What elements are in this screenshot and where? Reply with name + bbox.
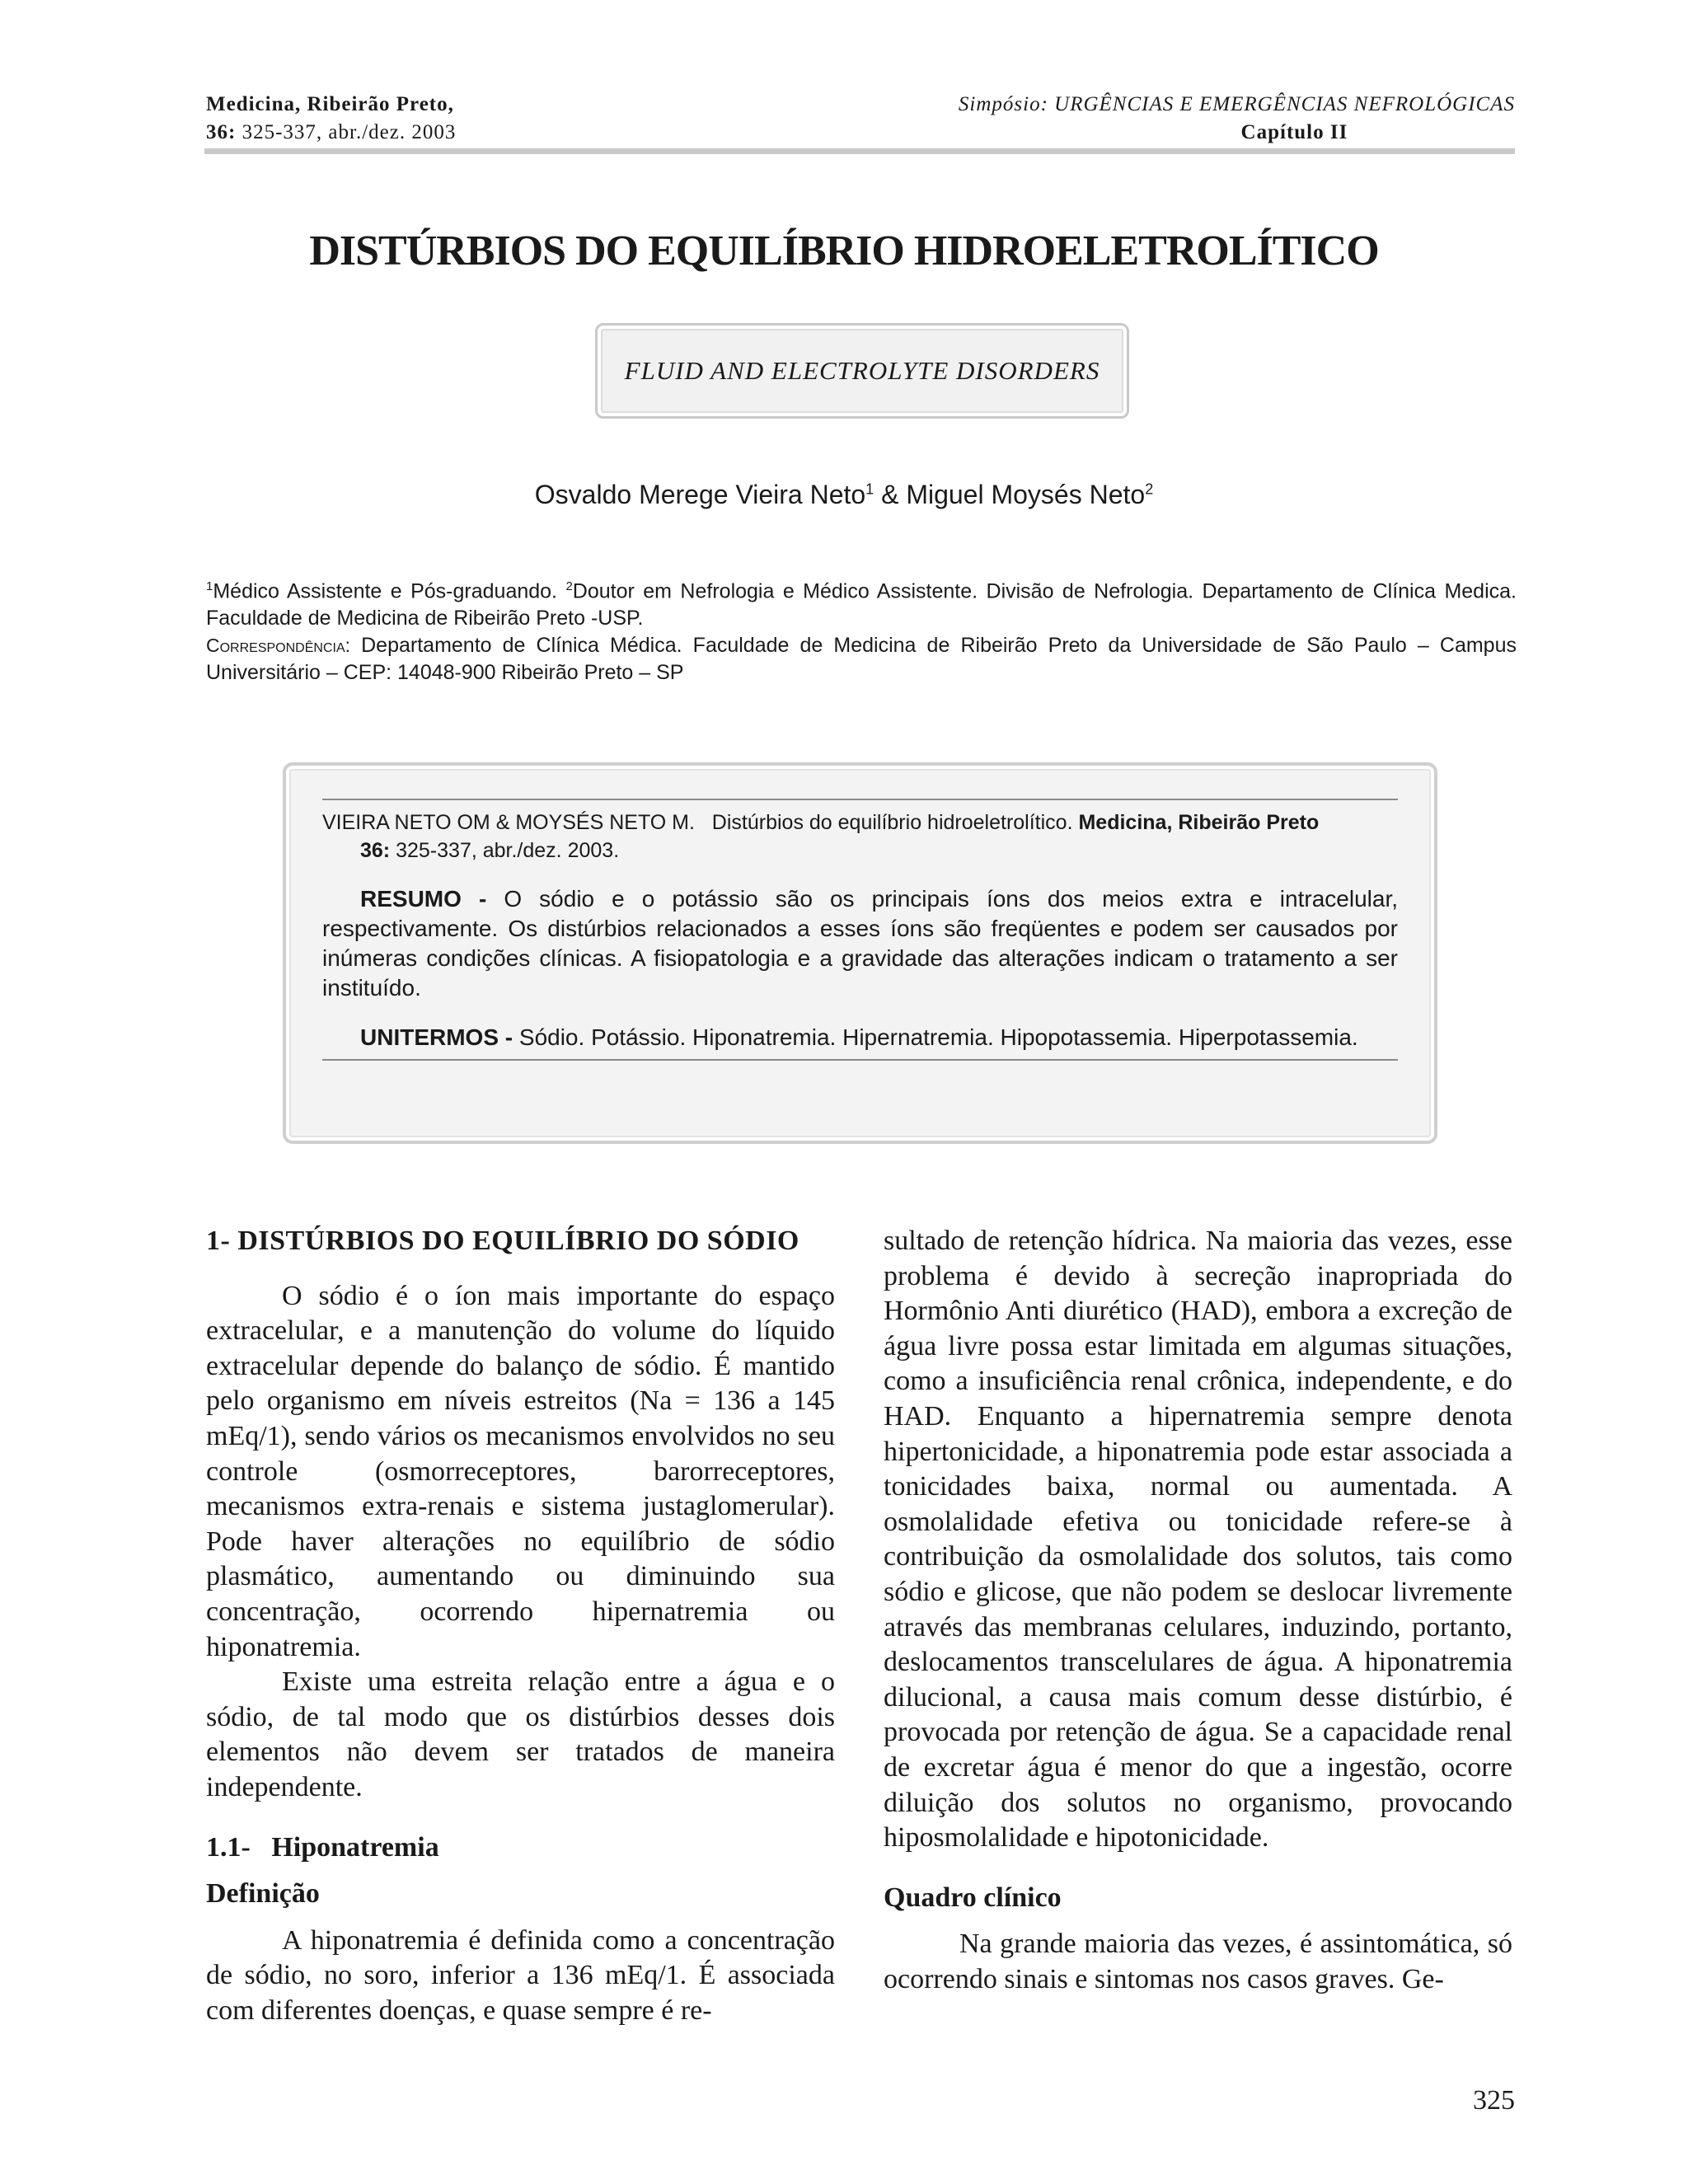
journal-volume: 36:	[206, 121, 237, 143]
resumo-text: O sódio e o potássio são os principais íons dos meios extra e intracelular, respectivamente. Os distúrbios relacionados a esses íons são freqüentes e podem ser causados por inúmeras condições clínicas. A fisiopatologia e a gravidade das alterações indicam o tratamento a ser instituído.	[322, 886, 1398, 1001]
english-title: FLUID AND ELECTROLYTE DISORDERS	[624, 356, 1100, 385]
affiliation-2-marker: 2	[565, 579, 573, 593]
author-ampersand: &	[881, 480, 899, 509]
resumo-label: RESUMO -	[360, 886, 487, 912]
right-column	[884, 1224, 1512, 1997]
author-1: Osvaldo Merege Vieira Neto	[534, 480, 866, 509]
author-2: Miguel Moysés Neto	[906, 480, 1146, 509]
running-header-right	[959, 91, 1515, 147]
unitermos-label: UNITERMOS -	[360, 1024, 513, 1050]
symposium-label: Simpósio:	[958, 93, 1048, 115]
affiliation-2: Doutor em Nefrologia e Médico Assistente. Divisão de Nefrologia. Departamento de Clínica Medica. Faculdade de Medicina de Ribeirão Preto -USP.	[206, 579, 1517, 630]
citation-title: Distúrbios do equilíbrio hidroeletrolítico.	[711, 811, 1073, 834]
article-title: DISTÚRBIOS DO EQUILÍBRIO HIDROELETROLÍTICO	[309, 227, 1379, 274]
abstract-box	[283, 762, 1437, 1144]
body-paragraph: O sódio é o íon mais importante do espaço extracelular, e a manutenção do volume do líquido extracelular depende do balanço de sódio. É mantido pelo organismo em níveis estreitos (Na = 136 a 145 mEq/1), sendo vários os mecanismos envolvidos no seu controle (osmorreceptores, barorreceptores, mecanismos extra-renais e sistema justaglomerular). Pode haver alterações no equilíbrio de sódio plasmático, aumentando ou diminuindo sua concentração, ocorrendo hipernatremia ou hiponatremia.	[206, 1280, 835, 1662]
citation-pages: 325-337, abr./dez. 2003.	[396, 839, 620, 862]
abstract-paragraph	[322, 884, 1398, 1003]
citation-volume: 36:	[360, 839, 391, 862]
section-heading: 1- DISTÚRBIOS DO EQUILÍBRIO DO SÓDIO	[206, 1226, 799, 1256]
page-number: 325	[1473, 2085, 1515, 2116]
affiliation-1: Médico Assistente e Pós-graduando.	[213, 579, 558, 603]
clinical-heading: Quadro clínico	[884, 1882, 1062, 1913]
keywords-paragraph	[322, 1023, 1398, 1052]
body-paragraph: A hiponatremia é definida como a concentração de sódio, no soro, inferior a 136 mEq/1. É associada com diferentes doenças, e quase sempre é re-	[206, 1924, 835, 2026]
author-1-marker: 1	[865, 480, 874, 498]
body-paragraph: Existe uma estreita relação entre a água e o sódio, de tal modo que os distúrbios desses dois elementos não devem ser tratados de maneira independente.	[206, 1666, 835, 1802]
correspondence-text: Departamento de Clínica Médica. Faculdade de Medicina de Ribeirão Preto da Universidade de São Paulo – Campus Universitário – CEP: 14048-900 Ribeirão Preto – SP	[206, 634, 1517, 685]
author-2-marker: 2	[1145, 480, 1154, 498]
affiliations	[206, 573, 1517, 687]
unitermos-text: Sódio. Potássio. Hiponatremia. Hipernatremia. Hipopotassemia. Hiperpotassemia.	[518, 1024, 1358, 1050]
abstract-bottom-rule	[322, 1059, 1398, 1061]
journal-name: Medicina, Ribeirão Preto,	[206, 93, 454, 115]
english-title-box	[595, 323, 1129, 419]
affiliation-1-marker: 1	[206, 579, 213, 593]
citation-authors: VIEIRA NETO OM & MOYSÉS NETO M.	[322, 811, 695, 834]
correspondence-label: Correspondência:	[206, 635, 351, 657]
abstract-top-rule	[322, 799, 1398, 800]
journal-pages-date: 325-337, abr./dez. 2003	[241, 121, 457, 143]
citation	[322, 808, 1398, 865]
correspondence	[206, 632, 1517, 687]
running-header-left	[206, 91, 456, 147]
left-column	[206, 1224, 835, 2028]
body-paragraph: Na grande maioria das vezes, é assintomática, só ocorrendo sinais e sintomas nos casos graves. Ge-	[884, 1929, 1512, 1994]
symposium-title: URGÊNCIAS E EMERGÊNCIAS NEFROLÓGICAS	[1054, 93, 1515, 115]
chapter-label: Capítulo II	[1240, 121, 1348, 143]
subsection-heading: 1.1- Hiponatremia	[206, 1831, 439, 1863]
author-line	[0, 480, 1688, 510]
header-rule	[204, 148, 1515, 154]
citation-journal: Medicina, Ribeirão Preto	[1078, 811, 1320, 834]
body-paragraph: sultado de retenção hídrica. Na maioria das vezes, esse problema é devido à secreção inapropriada do Hormônio Anti diurético (HAD), embora a excreção de água livre possa estar limitada em algumas situações, como a insuficiência renal crônica, independente, e do HAD. Enquanto a hipernatremia sempre denota hipertonicidade, a hiponatremia pode estar associada a tonicidades baixa, normal ou aumentada. A osmolalidade efetiva ou tonicidade refere-se à contribuição da osmolalidade dos solutos, tais como sódio e glicose, que não podem se deslocar livremente através das membranas celulares, induzindo, portanto, deslocamentos transcelulares de água. A hiponatremia dilucional, a causa mais comum desse distúrbio, é provocada por retenção de água. Se a capacidade renal de excretar água é menor do que a ingestão, ocorre diluição dos solutos no organismo, provocando hiposmolalidade e hipotonicidade.	[884, 1226, 1512, 1854]
affiliation-text	[206, 573, 1517, 632]
definition-heading: Definição	[206, 1878, 320, 1910]
